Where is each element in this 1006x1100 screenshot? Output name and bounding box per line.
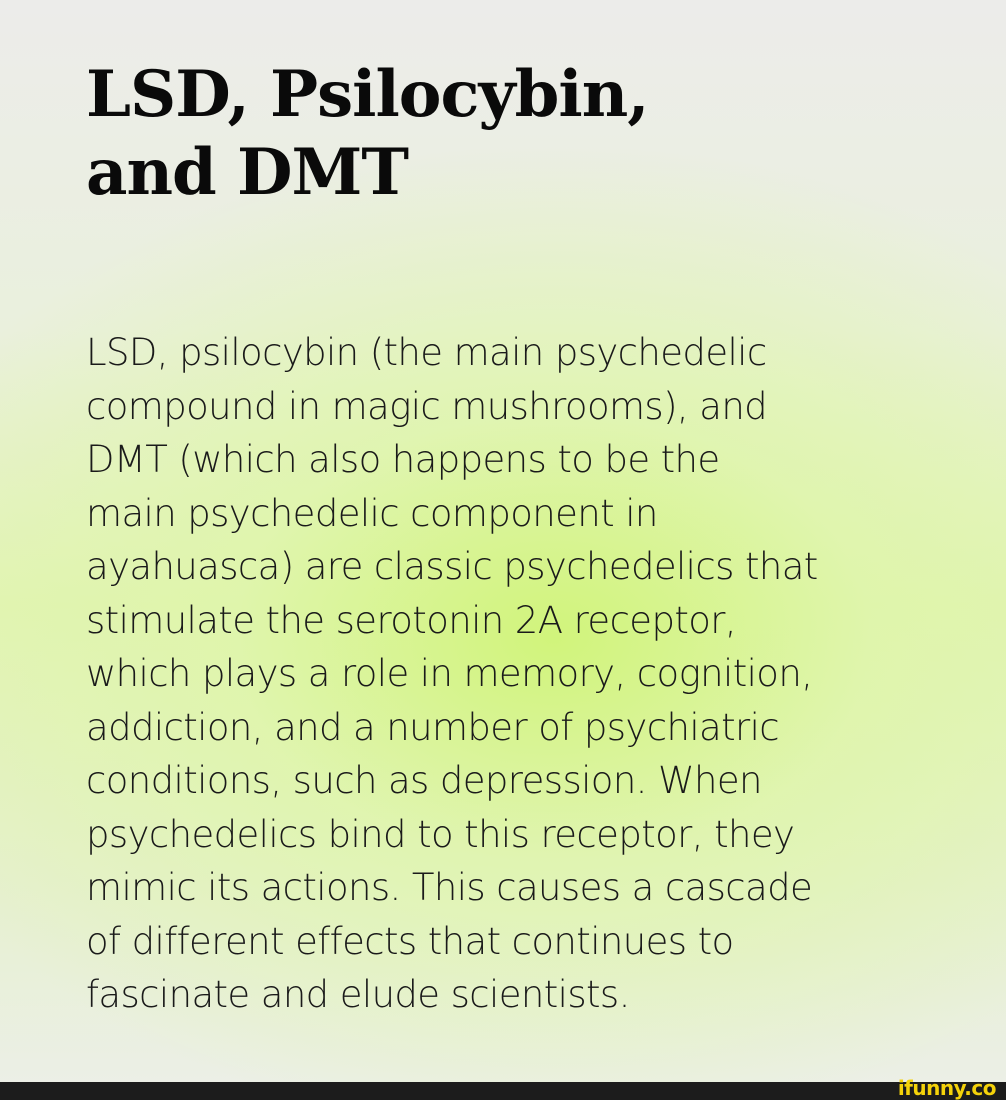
title-line: and DMT <box>86 135 408 210</box>
article-title <box>86 56 946 212</box>
body-line: stimulate the serotonin 2A receptor, <box>86 598 737 642</box>
ifunny-watermark: ifunny.co <box>897 1076 996 1100</box>
body-line: psychedelics bind to this receptor, they <box>86 812 795 856</box>
title-line: LSD, Psilocybin, <box>86 57 649 132</box>
article-body <box>86 326 986 1022</box>
body-line: conditions, such as depression. When <box>86 759 762 802</box>
body-line: LSD, psilocybin (the main psychedelic <box>86 331 767 374</box>
body-line: addiction, and a number of psychiatric <box>86 705 780 749</box>
body-line: which plays a role in memory, cognition, <box>86 652 813 695</box>
body-line: ayahuasca) are classic psychedelics that <box>86 545 818 588</box>
footer-bar <box>0 1082 1006 1100</box>
body-line: mimic its actions. This causes a cascade <box>86 866 813 909</box>
body-line: compound in magic mushrooms), and <box>86 384 768 428</box>
body-line: main psychedelic component in <box>86 491 658 535</box>
body-line: fascinate and elude scientists. <box>86 973 630 1016</box>
body-line: DMT (which also happens to be the <box>86 438 720 481</box>
body-line: of different effects that continues to <box>86 919 734 963</box>
